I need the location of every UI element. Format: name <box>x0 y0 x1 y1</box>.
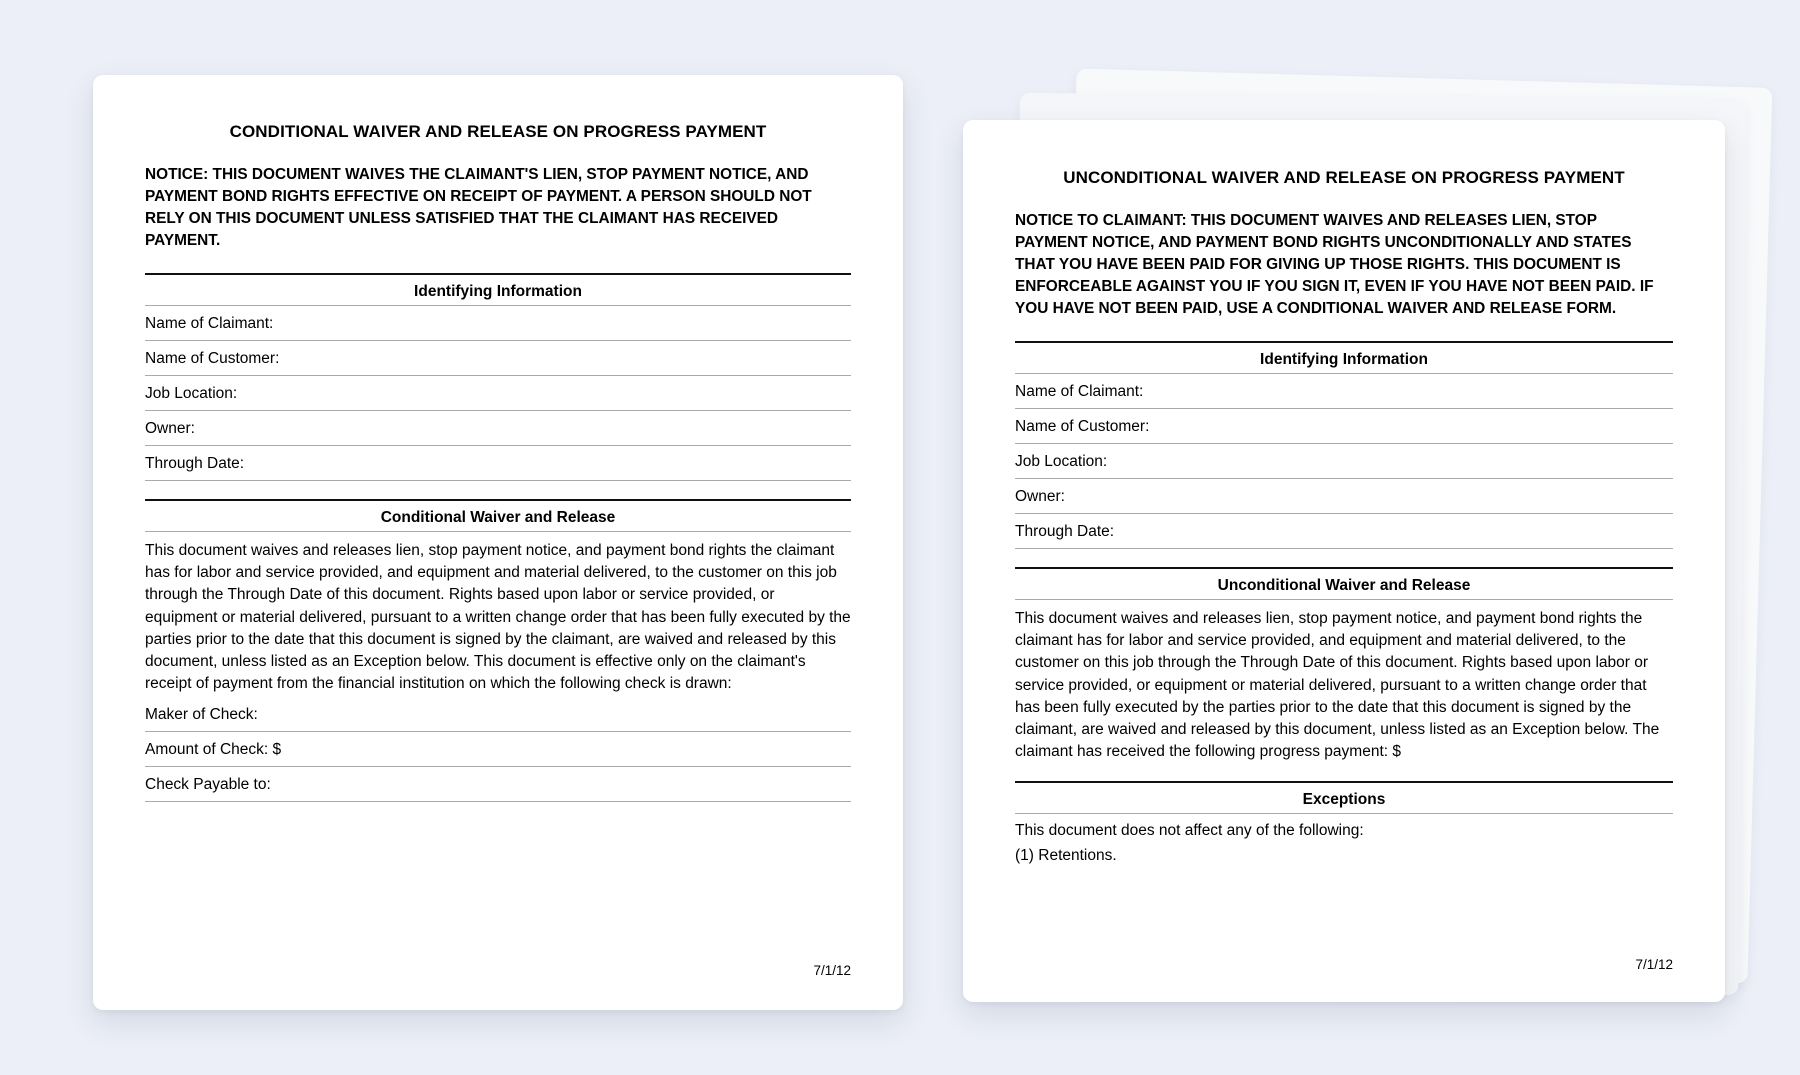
page-footer-date: 7/1/12 <box>813 963 851 978</box>
field-label: Maker of Check: <box>145 706 258 724</box>
section-header-identifying-information: Identifying Information <box>1015 341 1673 374</box>
section-header-unconditional-waiver: Unconditional Waiver and Release <box>1015 567 1673 600</box>
job-location-field[interactable] <box>145 376 851 411</box>
page-title: UNCONDITIONAL WAIVER AND RELEASE ON PROGRESS PAYMENT <box>1063 168 1625 187</box>
identifying-information-section <box>1015 341 1673 549</box>
field-label: Name of Customer: <box>1015 418 1150 435</box>
field-label: Through Date: <box>145 455 245 472</box>
field-label: Job Location: <box>1015 453 1108 470</box>
exceptions-section <box>1015 781 1673 868</box>
field-label: Name of Claimant: <box>145 315 274 332</box>
owner-field[interactable] <box>145 411 851 446</box>
customer-name-field[interactable] <box>145 341 851 376</box>
through-date-field[interactable] <box>145 446 851 481</box>
owner-field[interactable] <box>1015 479 1673 514</box>
waiver-body-text: This document waives and releases lien, stop payment notice, and payment bond rights the claimant has for labor and service provided, and equipment and material delivered, to the customer on this job through the Through Date of this document. Rights based upon labor or service provided, or equipment or material delivered, pursuant to a written change order that has been fully executed by the parties prior to the date that this document is signed by the claimant, are waived and released by this document, unless listed as an Exception below. The claimant has received the following progress payment: $ <box>1015 610 1660 761</box>
field-label: Through Date: <box>1015 523 1115 540</box>
unconditional-waiver-section <box>1015 567 1673 763</box>
field-label: Owner: <box>145 420 195 437</box>
identifying-information-section <box>145 273 851 481</box>
field-label: Owner: <box>1015 488 1065 505</box>
exceptions-intro-text: This document does not affect any of the following: <box>1015 822 1364 840</box>
field-label: Name of Claimant: <box>1015 383 1144 400</box>
notice-text: NOTICE TO CLAIMANT: THIS DOCUMENT WAIVES AND RELEASES LIEN, STOP PAYMENT NOTICE, AND PAYMENT BOND RIGHTS UNCONDITIONALLY AND STATES THAT YOU HAVE BEEN PAID FOR GIVING UP THOSE RIGHTS. THIS DOCUMENT IS ENFORCEABLE AGAINST YOU IF YOU SIGN IT, EVEN IF YOU HAVE NOT BEEN PAID. IF YOU HAVE NOT BEEN PAID, USE A CONDITIONAL WAIVER AND RELEASE FORM. <box>1015 212 1654 317</box>
page-footer-date: 7/1/12 <box>1635 957 1673 972</box>
claimant-name-field[interactable] <box>145 306 851 341</box>
unconditional-waiver-page <box>963 120 1725 1002</box>
page-title: CONDITIONAL WAIVER AND RELEASE ON PROGRESS PAYMENT <box>229 122 767 141</box>
waiver-body-text: This document waives and releases lien, stop payment notice, and payment bond rights the claimant has for labor and service provided, and equipment and material delivered, to the customer on this job through the Through Date of this document. Rights based upon labor or service provided, or equipment or material delivered, pursuant to a written change order that has been fully executed by the parties prior to the date that this document is signed by the claimant, are waived and released by this document, unless listed as an Exception below. This document is effective only on the claimant's receipt of payment from the financial institution on which the following check is drawn: <box>145 542 851 693</box>
amount-of-check-field[interactable] <box>145 732 851 767</box>
conditional-waiver-page <box>93 75 903 1010</box>
field-label: Name of Customer: <box>145 350 280 367</box>
maker-of-check-field[interactable] <box>145 697 851 732</box>
field-label: Amount of Check: $ <box>145 741 282 759</box>
customer-name-field[interactable] <box>1015 409 1673 444</box>
exceptions-item-retentions: (1) Retentions. <box>1015 847 1117 865</box>
check-payable-to-field[interactable] <box>145 767 851 802</box>
field-label: Job Location: <box>145 385 238 402</box>
through-date-field[interactable] <box>1015 514 1673 549</box>
section-header-exceptions: Exceptions <box>1015 781 1673 814</box>
section-header-identifying-information: Identifying Information <box>145 273 851 306</box>
notice-text: NOTICE: THIS DOCUMENT WAIVES THE CLAIMANT'S LIEN, STOP PAYMENT NOTICE, AND PAYMENT BOND RIGHTS EFFECTIVE ON RECEIPT OF PAYMENT. A PERSON SHOULD NOT RELY ON THIS DOCUMENT UNLESS SATISFIED THAT THE CLAIMANT HAS RECEIVED PAYMENT. <box>145 166 812 249</box>
conditional-waiver-section <box>145 499 851 802</box>
job-location-field[interactable] <box>1015 444 1673 479</box>
claimant-name-field[interactable] <box>1015 374 1673 409</box>
field-label: Check Payable to: <box>145 776 271 794</box>
section-header-conditional-waiver: Conditional Waiver and Release <box>145 499 851 532</box>
